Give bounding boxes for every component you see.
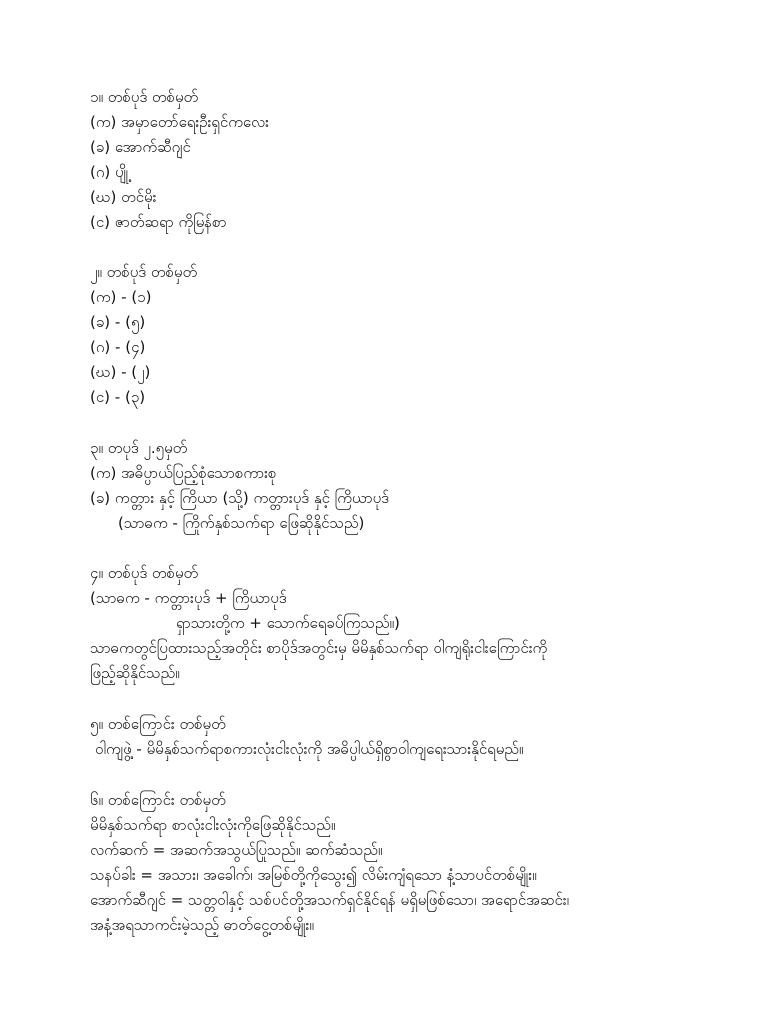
section-1-answer-kha: (ခ) အောက်ဆီဂျင် <box>90 138 191 156</box>
section-2-heading: ၂။ တစ်ပုဒ် တစ်မှတ် <box>90 263 198 281</box>
section-5-heading: ၅။ တစ်ကြောင်း တစ်မှတ် <box>90 715 226 733</box>
section-4-heading: ၄။ တစ်ပုဒ် တစ်မှတ် <box>90 564 199 582</box>
section-6-definition-3-cont: အနံ့အရသာကင်းမဲ့သည့် ဓာတ်ငွေ့တစ်မျိုး။ <box>90 916 314 934</box>
section-1-answer-ga: (ဂ) ပျို့ <box>90 163 129 181</box>
section-3-answer-kha: (ခ) ကတ္တား နှင့် ကြိယာ (သို့) ကတ္တားပုဒ် နှင့် ကြိယာပုဒ် <box>90 489 389 507</box>
section-6-definition-2: သနပ်ခါး = အသား၊ အခေါက်၊ အမြစ်တို့ကိုသွေး၍ လိမ်းကျံရသော နံ့သာပင်တစ်မျိုး။ <box>90 866 537 884</box>
section-2-match-kha: (ခ) - (၅) <box>90 313 146 331</box>
section-6-definition-1: လက်ဆက် = အဆက်အသွယ်ပြုသည်။ ဆက်ဆံသည်။ <box>90 841 383 859</box>
section-3-example-note: (သာဓက - ကြိုက်နှစ်သက်ရာ ဖြေဆိုနိုင်သည်) <box>118 514 365 532</box>
section-1-heading: ၁။ တစ်ပုဒ် တစ်မှတ် <box>90 88 199 106</box>
section-4-instruction-line-1: သာဓကတွင်ပြထားသည့်အတိုင်း စာပိုဒ်အတွင်းမှ မိမိနှစ်သက်ရာ ဝါကျရိုးငါးကြောင်းကို <box>90 639 548 657</box>
section-1-answer-nga: (င) ဇာတ်ဆရာ ကိုမြန်စာ <box>90 213 227 231</box>
section-2-match-nga: (င) - (၃) <box>90 388 146 406</box>
section-1-answer-ka: (က) အမှာတော်ရေးဦးရှင်ကလေး <box>90 113 269 131</box>
section-6-definition-3: အောက်ဆီဂျင် = သတ္တဝါနှင့် သစ်ပင်တို့အသက်ရှင်နိုင်ရန် မရှိမဖြစ်သော၊ အရောင်အဆင်း၊ <box>90 891 569 909</box>
section-3-answer-ka: (က) အဓိပ္ပာယ်ပြည့်စုံသောစကားစု <box>90 464 277 482</box>
section-2-match-ga: (ဂ) - (၄) <box>90 338 146 356</box>
section-4-example-line-2: ရှာသားတို့က + သောက်ရေခပ်ကြသည်။) <box>176 614 400 632</box>
section-2-match-ka: (က) - (၁) <box>90 288 152 306</box>
section-6-instruction: မိမိနှစ်သက်ရာ စာလုံးငါးလုံးကိုဖြေဆိုနိုင်သည်။ <box>90 816 336 834</box>
section-2-match-gha: (ဃ) - (၂) <box>90 363 151 381</box>
section-4-instruction-line-2: ဖြည့်ဆိုနိုင်သည်။ <box>90 664 180 682</box>
section-4-example-line-1: (သာဓက - ကတ္တားပုဒ် + ကြိယာပုဒ် <box>90 589 287 607</box>
section-5-instruction: ဝါကျဖွဲ့ - မိမိနှစ်သက်ရာစကားလုံးငါးလုံးကို အဓိပ္ပါယ်ရှိစွာဝါကျရေးသားနိုင်ရမည်။ <box>95 740 524 758</box>
section-3-heading: ၃။ တပုဒ် ၂.၅မှတ် <box>90 439 188 457</box>
section-6-heading: ၆။ တစ်ကြောင်း တစ်မှတ် <box>90 791 226 809</box>
section-1-answer-gha: (ဃ) တင်မိုး <box>90 188 157 206</box>
